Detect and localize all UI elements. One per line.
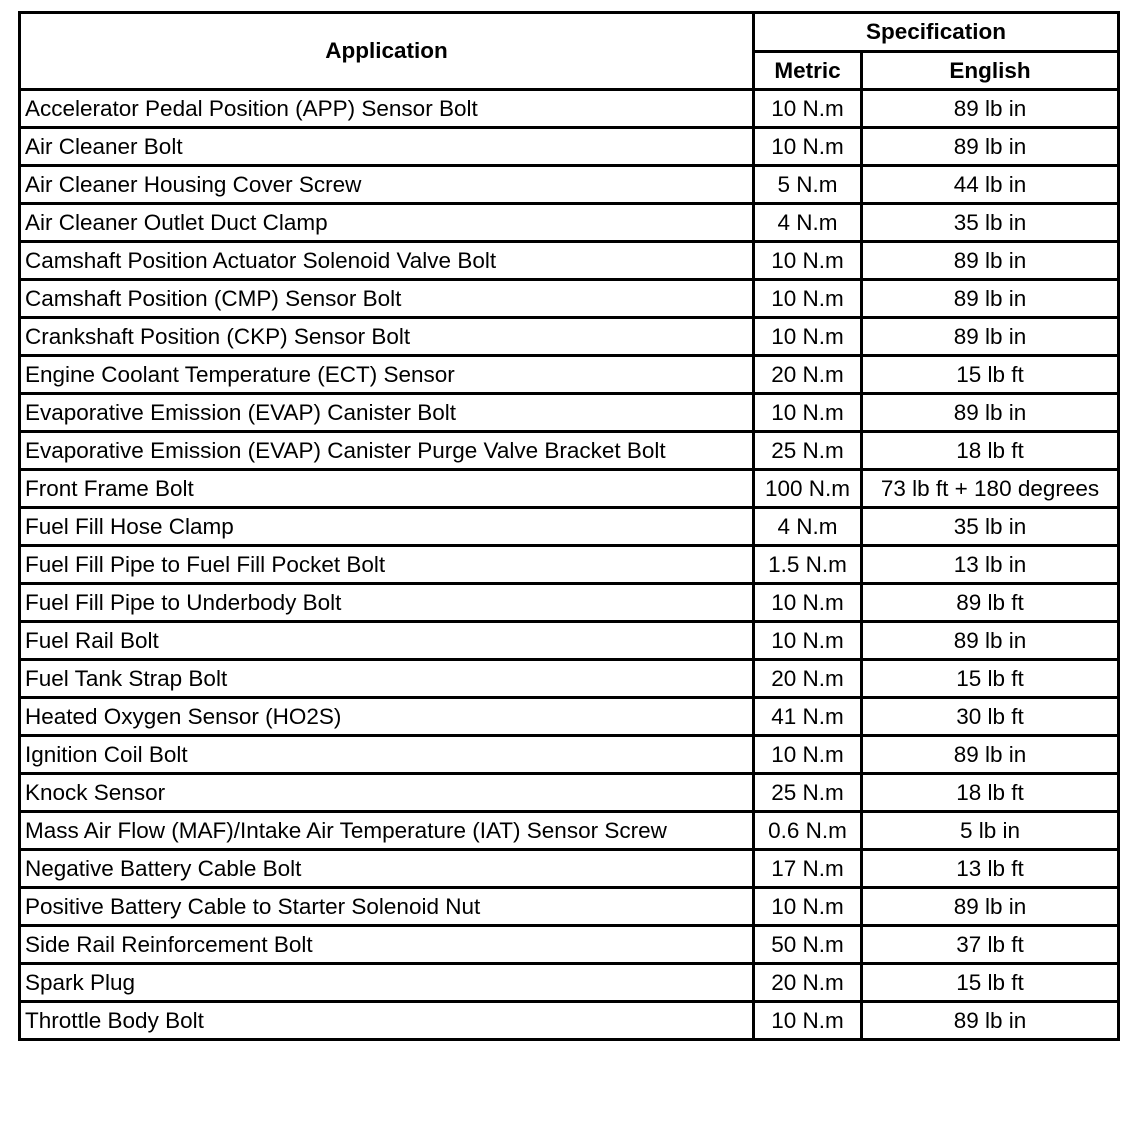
english-cell: 89 lb in <box>862 318 1119 356</box>
metric-cell: 10 N.m <box>754 318 862 356</box>
table-row <box>20 128 1119 166</box>
english-cell: 18 lb ft <box>862 432 1119 470</box>
metric-cell: 10 N.m <box>754 242 862 280</box>
torque-spec-table <box>18 11 1120 1041</box>
application-cell: Camshaft Position Actuator Solenoid Valve Bolt <box>20 242 754 280</box>
application-cell: Camshaft Position (CMP) Sensor Bolt <box>20 280 754 318</box>
table-row <box>20 166 1119 204</box>
english-cell: 5 lb in <box>862 812 1119 850</box>
metric-cell: 10 N.m <box>754 1002 862 1040</box>
table-row <box>20 90 1119 128</box>
metric-cell: 1.5 N.m <box>754 546 862 584</box>
application-cell: Knock Sensor <box>20 774 754 812</box>
table-row <box>20 1002 1119 1040</box>
table-row <box>20 546 1119 584</box>
application-cell: Air Cleaner Outlet Duct Clamp <box>20 204 754 242</box>
application-cell: Throttle Body Bolt <box>20 1002 754 1040</box>
application-cell: Negative Battery Cable Bolt <box>20 850 754 888</box>
application-cell: Evaporative Emission (EVAP) Canister Purge Valve Bracket Bolt <box>20 432 754 470</box>
application-cell: Front Frame Bolt <box>20 470 754 508</box>
metric-cell: 10 N.m <box>754 90 862 128</box>
application-cell: Ignition Coil Bolt <box>20 736 754 774</box>
table-row <box>20 280 1119 318</box>
application-cell: Accelerator Pedal Position (APP) Sensor Bolt <box>20 90 754 128</box>
metric-header: Metric <box>754 52 862 90</box>
table-row <box>20 622 1119 660</box>
metric-cell: 4 N.m <box>754 508 862 546</box>
table-row <box>20 584 1119 622</box>
table-row <box>20 318 1119 356</box>
english-cell: 35 lb in <box>862 204 1119 242</box>
metric-cell: 41 N.m <box>754 698 862 736</box>
english-cell: 35 lb in <box>862 508 1119 546</box>
application-cell: Evaporative Emission (EVAP) Canister Bolt <box>20 394 754 432</box>
table-row <box>20 812 1119 850</box>
metric-cell: 25 N.m <box>754 432 862 470</box>
application-header: Application <box>20 13 754 90</box>
metric-cell: 5 N.m <box>754 166 862 204</box>
application-cell: Positive Battery Cable to Starter Solenoid Nut <box>20 888 754 926</box>
metric-cell: 20 N.m <box>754 660 862 698</box>
english-cell: 89 lb in <box>862 394 1119 432</box>
application-cell: Engine Coolant Temperature (ECT) Sensor <box>20 356 754 394</box>
metric-cell: 17 N.m <box>754 850 862 888</box>
english-cell: 44 lb in <box>862 166 1119 204</box>
english-cell: 30 lb ft <box>862 698 1119 736</box>
metric-cell: 10 N.m <box>754 394 862 432</box>
table-row <box>20 926 1119 964</box>
table-row <box>20 470 1119 508</box>
metric-cell: 100 N.m <box>754 470 862 508</box>
application-cell: Fuel Fill Pipe to Fuel Fill Pocket Bolt <box>20 546 754 584</box>
table-row <box>20 204 1119 242</box>
english-cell: 89 lb in <box>862 888 1119 926</box>
application-cell: Air Cleaner Bolt <box>20 128 754 166</box>
english-cell: 18 lb ft <box>862 774 1119 812</box>
table-row <box>20 242 1119 280</box>
metric-cell: 10 N.m <box>754 622 862 660</box>
english-cell: 89 lb in <box>862 280 1119 318</box>
english-cell: 89 lb in <box>862 242 1119 280</box>
table-row <box>20 698 1119 736</box>
table-row <box>20 774 1119 812</box>
table-row <box>20 964 1119 1002</box>
table-row <box>20 888 1119 926</box>
english-cell: 15 lb ft <box>862 660 1119 698</box>
english-cell: 15 lb ft <box>862 356 1119 394</box>
metric-cell: 10 N.m <box>754 736 862 774</box>
metric-cell: 10 N.m <box>754 584 862 622</box>
english-cell: 13 lb ft <box>862 850 1119 888</box>
application-cell: Crankshaft Position (CKP) Sensor Bolt <box>20 318 754 356</box>
english-header: English <box>862 52 1119 90</box>
application-cell: Air Cleaner Housing Cover Screw <box>20 166 754 204</box>
english-cell: 89 lb in <box>862 128 1119 166</box>
table-row <box>20 356 1119 394</box>
table-row <box>20 736 1119 774</box>
english-cell: 13 lb in <box>862 546 1119 584</box>
metric-cell: 4 N.m <box>754 204 862 242</box>
application-cell: Fuel Tank Strap Bolt <box>20 660 754 698</box>
table-body <box>20 90 1119 1040</box>
english-cell: 89 lb ft <box>862 584 1119 622</box>
application-cell: Fuel Rail Bolt <box>20 622 754 660</box>
english-cell: 89 lb in <box>862 736 1119 774</box>
application-cell: Side Rail Reinforcement Bolt <box>20 926 754 964</box>
metric-cell: 25 N.m <box>754 774 862 812</box>
application-cell: Fuel Fill Hose Clamp <box>20 508 754 546</box>
english-cell: 15 lb ft <box>862 964 1119 1002</box>
application-cell: Spark Plug <box>20 964 754 1002</box>
table-row <box>20 850 1119 888</box>
english-cell: 89 lb in <box>862 1002 1119 1040</box>
english-cell: 89 lb in <box>862 622 1119 660</box>
application-cell: Fuel Fill Pipe to Underbody Bolt <box>20 584 754 622</box>
table-row <box>20 660 1119 698</box>
english-cell: 73 lb ft + 180 degrees <box>862 470 1119 508</box>
application-cell: Mass Air Flow (MAF)/Intake Air Temperature (IAT) Sensor Screw <box>20 812 754 850</box>
metric-cell: 10 N.m <box>754 888 862 926</box>
metric-cell: 50 N.m <box>754 926 862 964</box>
metric-cell: 0.6 N.m <box>754 812 862 850</box>
application-cell: Heated Oxygen Sensor (HO2S) <box>20 698 754 736</box>
specification-header: Specification <box>754 13 1119 52</box>
metric-cell: 10 N.m <box>754 280 862 318</box>
english-cell: 37 lb ft <box>862 926 1119 964</box>
metric-cell: 20 N.m <box>754 356 862 394</box>
metric-cell: 10 N.m <box>754 128 862 166</box>
metric-cell: 20 N.m <box>754 964 862 1002</box>
table-row <box>20 508 1119 546</box>
table-row <box>20 432 1119 470</box>
table-row <box>20 394 1119 432</box>
english-cell: 89 lb in <box>862 90 1119 128</box>
